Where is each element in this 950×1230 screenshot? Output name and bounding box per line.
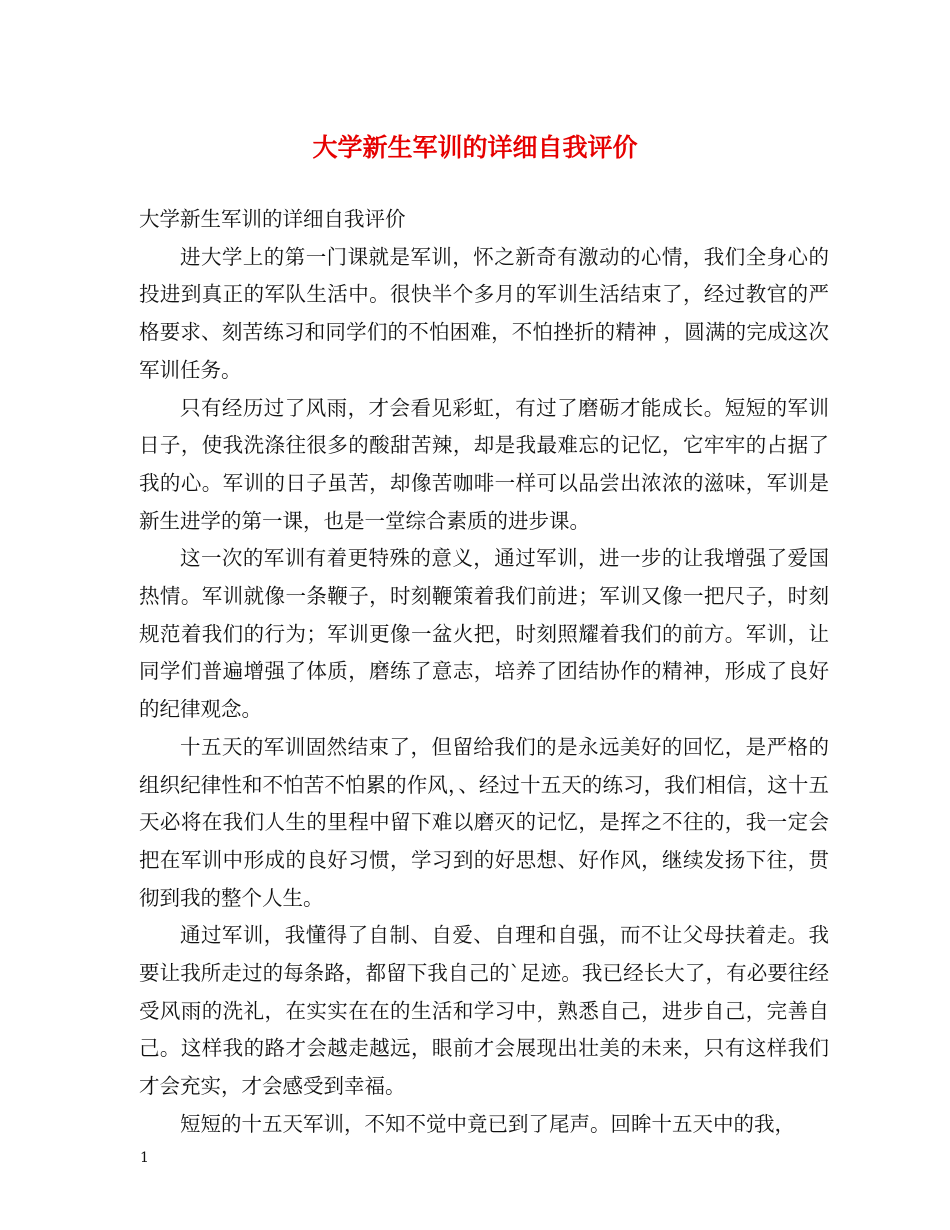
body-paragraph-5: 通过军训，我懂得了自制、自爱、自理和自强，而不让父母扶着走。我要让我所走过的每条路，都留下我自己的`足迹。我已经长大了，有必要往经受风雨的洗礼，在实实在在的生活和学习中，熟悉自己，进步自己，完善自己。这样我的路才会越走越远，眼前才会展现出壮美的未来，只有这样我们才会充实，才会感受到幸福。: [139, 923, 829, 1099]
body-paragraph-1: 进大学上的第一门课就是军训，怀之新奇有激动的心情，我们全身心的投进到真正的军队生活中。很快半个多月的军训生活结束了，经过教官的严格要求、刻苦练习和同学们的不怕困难，不怕挫折的精神 ，圆满的完成这次军训任务。: [139, 244, 829, 382]
page-number: 1: [140, 1150, 149, 1166]
body-paragraph-3: 这一次的军训有着更特殊的意义，通过军训，进一步的让我增强了爱国热情。军训就像一条鞭子，时刻鞭策着我们前进；军训又像一把尺子，时刻规范着我们的行为；军训更像一盆火把，时刻照耀着我们的前方。军训，让同学们普遍增强了体质，磨练了意志，培养了团结协作的精神，形成了良好的纪律观念。: [139, 546, 829, 722]
body-paragraph-2: 只有经历过了风雨，才会看见彩虹，有过了磨砺才能成长。短短的军训日子，使我洗涤往很多的酸甜苦辣，却是我最难忘的记忆，它牢牢的占据了我的心。军训的日子虽苦，却像苦咖啡一样可以品尝出浓浓的滋味，军训是新生进学的第一课，也是一堂综合素质的进步课。: [139, 395, 829, 533]
body-paragraph-6: 短短的十五天军训，不知不觉中竟已到了尾声。回眸十五天中的我，: [180, 1111, 795, 1136]
document-subtitle: 大学新生军训的详细自我评价: [139, 207, 406, 231]
document-title: 大学新生军训的详细自我评价: [312, 133, 638, 162]
document-body: [139, 201, 829, 1144]
body-paragraph-4: 十五天的军训固然结束了，但留给我们的是永远美好的回忆，是严格的组织纪律性和不怕苦不怕累的作风，、经过十五天的练习，我们相信，这十五天必将在我们人生的里程中留下难以磨灭的记忆，是挥之不往的，我一定会把在军训中形成的良好习惯，学习到的好思想、好作风，继续发扬下往，贯彻到我的整个人生。: [139, 734, 829, 910]
